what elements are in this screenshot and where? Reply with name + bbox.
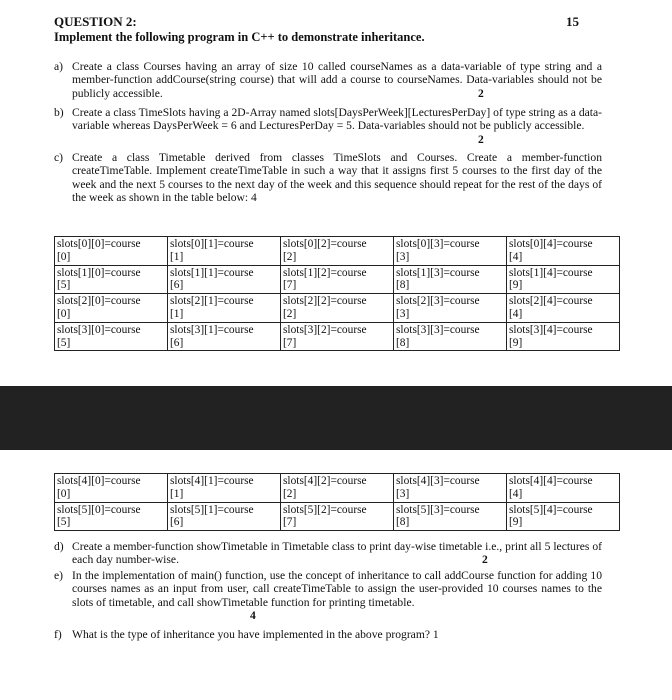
- slot-assignment: slots[1][2]=course: [283, 266, 367, 279]
- slot-cell: [507, 237, 620, 266]
- slot-assignment: slots[0][4]=course: [509, 238, 593, 250]
- page-separator: [0, 386, 672, 450]
- slot-assignment: slots[3][3]=course: [396, 323, 480, 336]
- course-index: [6]: [170, 516, 184, 529]
- course-index: [2]: [283, 487, 297, 500]
- part-b: [54, 106, 602, 146]
- part-text: Create a member-function showTimetable in Timetable class to print day-wise timetable i.e., print all 5 lectures of each day number-wise.: [72, 540, 602, 567]
- slot-assignment: slots[3][4]=course: [509, 323, 593, 336]
- slot-cell: [168, 474, 281, 503]
- course-index: [7]: [283, 336, 297, 349]
- slot-cell: [507, 294, 620, 323]
- course-index: [6]: [170, 279, 184, 292]
- slot-assignment: slots[5][3]=course: [396, 503, 480, 516]
- slot-assignment: slots[1][3]=course: [396, 266, 480, 279]
- part-d: [54, 540, 602, 567]
- slot-cell: [168, 502, 281, 531]
- slot-cell: [507, 474, 620, 503]
- course-index: [9]: [509, 516, 523, 529]
- table-row: [55, 265, 620, 294]
- course-index: [3]: [396, 250, 410, 263]
- slot-assignment: slots[1][4]=course: [509, 266, 593, 279]
- part-text: Create a class Timetable derived from classes TimeSlots and Courses. Create a member-function createTimeTable. Implement createTimeTable in such a way that it assigns first 5 courses to the first day of the week and the next 5 courses to the next day of the week and this sequence should repeat for the rest of the days of the week as shown in the table below: 4: [72, 151, 602, 205]
- slot-cell: [394, 502, 507, 531]
- slot-cell: [55, 322, 168, 351]
- part-marks: 2: [478, 87, 484, 100]
- slot-assignment: slots[4][4]=course: [509, 475, 593, 487]
- course-index: [1]: [170, 307, 184, 320]
- slot-assignment: slots[0][2]=course: [283, 238, 367, 250]
- part-text: Create a class Courses having an array of size 10 called courseNames as a data-variable of type string and a member-function addCourse(string course) that will add a course to courseNames. Data-variables should not be publicly accessible.: [72, 60, 602, 100]
- slot-assignment: slots[3][2]=course: [283, 323, 367, 336]
- course-index: [6]: [170, 336, 184, 349]
- course-index: [2]: [283, 250, 297, 263]
- slot-cell: [394, 237, 507, 266]
- part-e: [54, 569, 602, 622]
- slot-cell: [168, 265, 281, 294]
- slot-cell: [507, 265, 620, 294]
- part-label: f): [54, 628, 62, 641]
- course-index: [4]: [509, 250, 523, 263]
- slot-assignment: slots[1][1]=course: [170, 266, 254, 279]
- slot-assignment: slots[0][0]=course: [57, 238, 141, 250]
- course-index: [1]: [170, 487, 184, 500]
- slot-cell: [281, 474, 394, 503]
- course-index: [5]: [57, 279, 71, 292]
- course-index: [3]: [396, 487, 410, 500]
- part-marks: 2: [482, 553, 488, 566]
- part-label: c): [54, 151, 64, 164]
- slot-assignment: slots[2][0]=course: [57, 295, 141, 308]
- slot-assignment: slots[2][2]=course: [283, 295, 367, 308]
- slot-cell: [507, 502, 620, 531]
- question-marks: 15: [566, 14, 579, 29]
- slot-assignment: slots[4][0]=course: [57, 475, 141, 487]
- slots-table-bottom: [54, 473, 620, 531]
- table-row: [55, 322, 620, 351]
- course-index: [9]: [509, 279, 523, 292]
- course-index: [7]: [283, 516, 297, 529]
- course-index: [4]: [509, 487, 523, 500]
- page-bottom: [0, 450, 672, 700]
- slot-cell: [55, 265, 168, 294]
- part-text: In the implementation of main() function, use the concept of inheritance to call addCourse function for adding 10 courses names as an input from user, call createTimeTable to assign the user-provided 10 courses names to the slots of timetable, and call showTimetable function for printing timetable.: [72, 569, 602, 609]
- slot-assignment: slots[4][3]=course: [396, 475, 480, 487]
- course-index: [5]: [57, 516, 71, 529]
- course-index: [8]: [396, 279, 410, 292]
- slot-cell: [55, 502, 168, 531]
- part-label: a): [54, 60, 64, 73]
- part-c: [54, 151, 602, 205]
- course-index: [0]: [57, 487, 71, 500]
- course-index: [8]: [396, 336, 410, 349]
- part-label: b): [54, 106, 64, 119]
- part-marks: 2: [478, 133, 484, 146]
- table-row: [55, 237, 620, 266]
- slot-assignment: slots[2][3]=course: [396, 295, 480, 308]
- table-row: [55, 502, 620, 531]
- part-label: d): [54, 540, 64, 553]
- slot-assignment: slots[3][0]=course: [57, 323, 141, 336]
- slot-assignment: slots[5][0]=course: [57, 503, 141, 516]
- slot-cell: [394, 322, 507, 351]
- part-text: Create a class TimeSlots having a 2D-Array named slots[DaysPerWeek][LecturesPerDay] of type string as a data-variable whereas DaysPerWeek = 6 and LecturesPerDay = 5. Data-variables should not be publicly accessible.: [72, 106, 602, 133]
- slot-cell: [507, 322, 620, 351]
- slot-assignment: slots[0][1]=course: [170, 238, 254, 250]
- course-index: [9]: [509, 336, 523, 349]
- slot-cell: [168, 322, 281, 351]
- slot-assignment: slots[4][2]=course: [283, 475, 367, 487]
- slot-cell: [394, 265, 507, 294]
- course-index: [2]: [283, 307, 297, 320]
- course-index: [0]: [57, 307, 71, 320]
- table-row: [55, 294, 620, 323]
- slot-assignment: slots[3][1]=course: [170, 323, 254, 336]
- slot-cell: [281, 322, 394, 351]
- slot-cell: [168, 294, 281, 323]
- part-a: [54, 60, 602, 100]
- slot-assignment: slots[5][4]=course: [509, 503, 593, 516]
- slot-assignment: slots[5][1]=course: [170, 503, 254, 516]
- course-index: [0]: [57, 250, 71, 263]
- part-f: [54, 628, 602, 641]
- slot-cell: [281, 265, 394, 294]
- course-index: [7]: [283, 279, 297, 292]
- part-text: What is the type of inheritance you have implemented in the above program? 1: [72, 628, 439, 641]
- slot-assignment: slots[2][4]=course: [509, 295, 593, 308]
- slots-table-top: [54, 236, 620, 351]
- slot-assignment: slots[2][1]=course: [170, 295, 254, 308]
- slot-assignment: slots[5][2]=course: [283, 503, 367, 516]
- table-row: [55, 474, 620, 503]
- question-subtitle: Implement the following program in C++ to demonstrate inheritance.: [54, 30, 425, 44]
- course-index: [3]: [396, 307, 410, 320]
- slot-cell: [281, 294, 394, 323]
- slot-assignment: slots[4][1]=course: [170, 475, 254, 487]
- course-index: [5]: [57, 336, 71, 349]
- part-marks: 4: [250, 609, 256, 622]
- course-index: [8]: [396, 516, 410, 529]
- slot-cell: [281, 237, 394, 266]
- slot-cell: [394, 294, 507, 323]
- question-title: QUESTION 2:: [54, 14, 137, 29]
- slot-cell: [55, 294, 168, 323]
- part-label: e): [54, 569, 64, 582]
- slot-assignment: slots[0][3]=course: [396, 238, 480, 250]
- slot-assignment: slots[1][0]=course: [57, 266, 141, 279]
- slot-cell: [55, 474, 168, 503]
- slot-cell: [55, 237, 168, 266]
- slot-cell: [281, 502, 394, 531]
- slot-cell: [394, 474, 507, 503]
- slot-cell: [168, 237, 281, 266]
- course-index: [1]: [170, 250, 184, 263]
- course-index: [4]: [509, 307, 523, 320]
